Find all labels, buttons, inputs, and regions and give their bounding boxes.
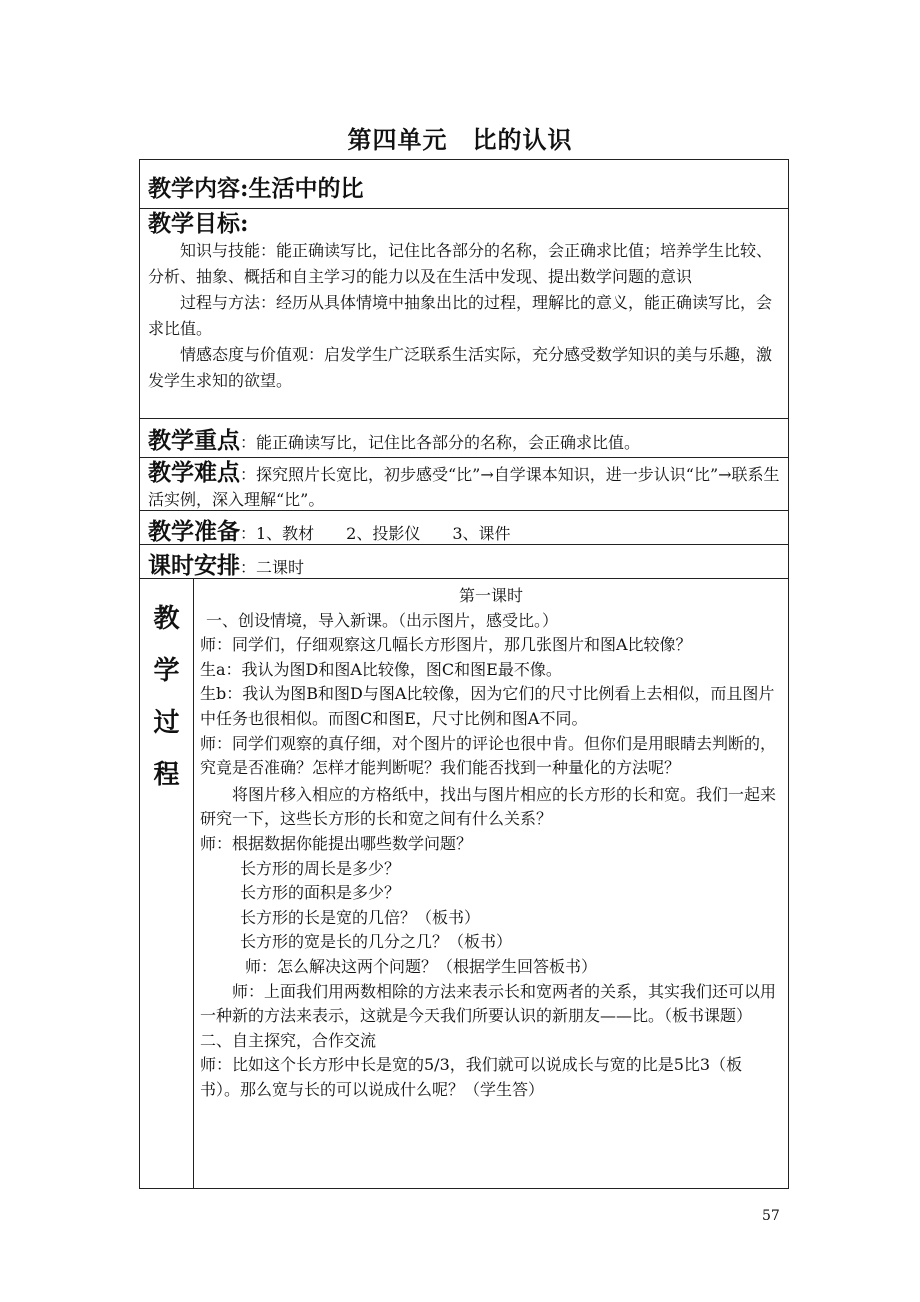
lesson-plan-table bbox=[139, 159, 789, 1189]
process-side-label bbox=[140, 593, 193, 801]
lesson-title: 第一课时 bbox=[458, 586, 523, 605]
side-char: 程 bbox=[153, 760, 180, 790]
schedule-label: 课时安排 bbox=[148, 552, 240, 579]
process-line: 师：同学们观察的真仔细，对个图片的评论也很中肯。但你们是用眼睛去判断的，究竟是否准确？怎样才能判断呢？我们能否找到一种量化的方法呢？ bbox=[200, 733, 777, 778]
process-line: 长方形的长是宽的几倍？（板书） bbox=[240, 907, 481, 927]
row-divider bbox=[140, 457, 788, 458]
teaching-content-value: 生活中的比 bbox=[248, 175, 364, 202]
goal-knowledge: 知识与技能：能正确读写比，记住比各部分的名称，会正确求比值；培养学生比较、分析、抽象、概括和自主学习的能力以及在生活中发现、提出数学问题的意识 bbox=[148, 241, 773, 286]
side-char: 学 bbox=[153, 656, 180, 686]
preparation-row bbox=[148, 513, 780, 546]
side-char: 教 bbox=[153, 604, 180, 634]
teaching-goals-label: 教学目标: bbox=[148, 210, 249, 237]
page-title: 第四单元 比的认识 bbox=[347, 125, 573, 154]
process-line: 生a：我认为图D和图A比较像，图C和图E最不像。 bbox=[200, 659, 562, 679]
difficulty-row bbox=[148, 460, 780, 512]
row-divider bbox=[140, 208, 788, 209]
goal-attitude: 情感态度与价值观：启发学生广泛联系生活实际，充分感受数学知识的美与乐趣，激发学生求知的欲望。 bbox=[148, 345, 773, 390]
key-point-value: ：能正确读写比，记住比各部分的名称，会正确求比值。 bbox=[240, 433, 641, 452]
process-line: 师：比如这个长方形中长是宽的5/3，我们就可以说成长与宽的比是5比3（板书）。那么宽与长的可以说成什么呢？（学生答） bbox=[200, 1055, 743, 1099]
process-line: 师：同学们，仔细观察这几幅长方形图片，那几张图片和图A比较像？ bbox=[200, 635, 692, 655]
row-divider bbox=[140, 418, 788, 419]
process-line: 将图片移入相应的方格纸中，找出与图片相应的长方形的长和宽。我们一起来研究一下，这些长方形的长和宽之间有什么关系？ bbox=[200, 784, 777, 829]
page-number: 57 bbox=[762, 1208, 780, 1224]
process-line: 长方形的宽是长的几分之几？（板书） bbox=[240, 932, 513, 952]
process-line: 长方形的周长是多少？ bbox=[240, 858, 401, 878]
column-divider bbox=[193, 578, 194, 1188]
process-line: 师：根据数据你能提出哪些数学问题？ bbox=[200, 833, 473, 853]
schedule-row bbox=[148, 547, 780, 580]
side-char: 过 bbox=[153, 708, 180, 738]
teaching-content-label: 教学内容: bbox=[148, 175, 249, 202]
difficulty-value: ：探究照片长宽比，初步感受“比”→自学课本知识，进一步认识“比”→联系生活实例，深入理解“比”。 bbox=[148, 465, 780, 509]
goal-process: 过程与方法：经历从具体情境中抽象出比的过程，理解比的意义，能正确读写比，会求比值。 bbox=[148, 293, 773, 338]
schedule-value: ：二课时 bbox=[240, 558, 305, 577]
key-point-row bbox=[148, 422, 780, 455]
process-line: 长方形的面积是多少？ bbox=[240, 883, 401, 903]
process-line: 二、自主探究，合作交流 bbox=[200, 1030, 377, 1050]
process-line: 师：上面我们用两数相除的方法来表示长和宽两者的关系，其实我们还可以用一种新的方法来表示，这就是今天我们所要认识的新朋友——比。（板书课题） bbox=[200, 981, 777, 1026]
teaching-content-row bbox=[148, 170, 780, 203]
preparation-value: ：1、教材 2、投影仪 3、课件 bbox=[240, 524, 511, 543]
process-content bbox=[200, 584, 782, 1102]
teaching-goals-row bbox=[148, 210, 780, 394]
process-line: 一、创设情境，导入新课。（出示图片，感受比。） bbox=[206, 610, 559, 630]
preparation-label: 教学准备 bbox=[148, 518, 240, 545]
key-point-label: 教学重点 bbox=[148, 427, 240, 454]
process-line: 生b：我认为图B和图D与图A比较像，因为它们的尺寸比例看上去相似，而且图片中任务也很相似。而图C和图E，尺寸比例和图A不同。 bbox=[200, 684, 775, 728]
process-line: 师：怎么解决这两个问题？（根据学生回答板书） bbox=[245, 956, 598, 976]
difficulty-label: 教学难点 bbox=[148, 459, 240, 486]
